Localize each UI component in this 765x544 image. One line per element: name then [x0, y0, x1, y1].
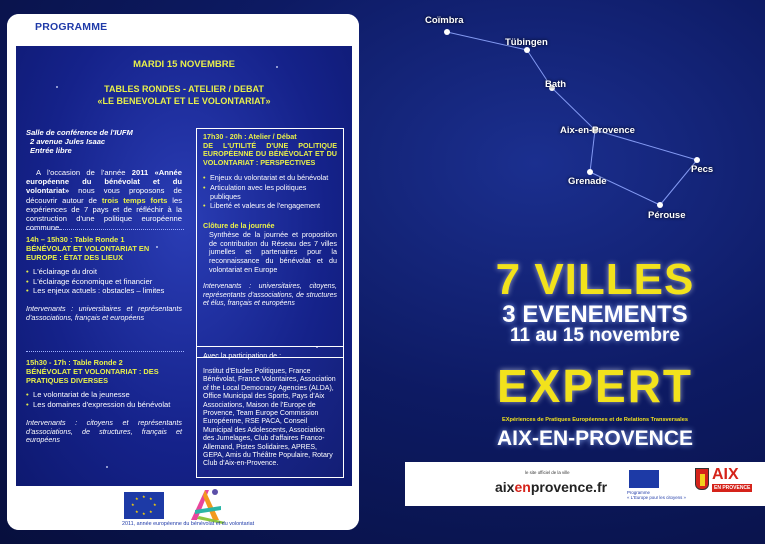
programme-caption — [627, 490, 686, 500]
workshop-topics — [203, 173, 337, 210]
volunteering-year-logo — [185, 486, 231, 526]
headline-city: AIX-EN-PROVENCE — [496, 427, 694, 450]
divider — [26, 229, 184, 230]
city-label: Bath — [545, 79, 567, 90]
venue — [26, 128, 182, 156]
city-label: Aix-en-Provence — [560, 125, 635, 136]
round-2-topics — [26, 390, 182, 408]
headline-events: 3 EVENEMENTS — [502, 301, 688, 328]
city-label: Coïmbra — [425, 15, 464, 26]
round-table-2 — [26, 359, 182, 445]
round-2-speakers: Intervenants : citoyens et représentants d'associations, de structures, français et européens — [26, 417, 182, 445]
round-2-title: BÉNÉVOLAT ET VOLONTARIAT : DES PRATIQUES DIVERSES — [26, 366, 159, 385]
programme-header: PROGRAMME — [7, 14, 359, 46]
expert-title: EXPERT — [496, 360, 694, 412]
caption-line: « L'Europe pour les citoyens » — [627, 495, 686, 500]
city-label: Pecs — [691, 164, 714, 175]
star-perouse — [657, 202, 663, 208]
city-label: Tübingen — [505, 37, 548, 48]
intro-highlight: 2011 «Année européenne du bénévolat et du volontariat» — [26, 168, 182, 196]
workshop-speakers: Intervenants : universitaires, citoyens, représentants d'associations, de structures et élus, français et européens — [203, 282, 337, 308]
aix-logo — [695, 466, 751, 504]
closing-title: Clôture de la journée — [203, 221, 275, 231]
aix-logo-sub: EN PROVENCE — [714, 485, 751, 491]
list-item: • Le volontariat de la jeunesse — [26, 390, 182, 399]
workshop-time: 17h30 - 20h : Atelier / Débat — [203, 132, 297, 141]
round-1-time: 14h – 15h30 : Table Ronde 1 — [26, 235, 125, 244]
headline-cities: 7 VILLES — [495, 255, 695, 304]
footer-caption: 2011, année européenne du bénévolat et du volontariat — [122, 521, 255, 527]
headline-dates: 11 au 15 novembre — [509, 325, 681, 346]
workshop-box — [196, 128, 344, 358]
partners-list: Institut d'Etudes Politiques, France Bénévolat, France Volontaires, Association of the Local Democracy Agencies (ALDA), Office Municipal des Sports, Pays d'Aix Associations, Maison de l'Europe de Provence, Team Europe Commission Européenne, RSE PACA, Conseil Municipal des Adolescents, Association des Jumelages, Club d'affaires Franco-Allemand, Pistes Solidaires, APRES, GEPA, Amis du Théâtre Populaire, Rotary Club d'Aix-en-Provence. — [203, 368, 336, 468]
intro-text: les expériences de 7 pays et de réfléchir à la construction d'une politique européenne commune. — [26, 195, 182, 233]
event-title: TABLES RONDES - ATELIER / DEBAT — [104, 84, 264, 94]
star-coimbra — [444, 29, 450, 35]
list-item: • Les domaines d'expression du bénévolat — [26, 400, 182, 409]
expert-subtitle: EXpériences de Pratiques Européennes et de Relations Transversales — [502, 417, 688, 423]
intro-highlight: trois temps forts — [101, 195, 168, 205]
intro-text: A l'occasion de l'année — [36, 168, 132, 177]
intro-paragraph — [26, 168, 182, 232]
venue-entry: Entrée libre — [30, 146, 72, 156]
eu-flag-icon: ★ ★ ★ ★ ★ ★ ★ ★ — [124, 492, 164, 519]
divider — [26, 351, 184, 352]
event-date: MARDI 15 NOVEMBRE — [133, 59, 235, 70]
programme-footer — [7, 486, 359, 530]
eu-flag-icon — [629, 470, 659, 488]
workshop-title: DE L'UTILITÉ D'UNE POLITIQUE EUROPÉENNE DU BÉNÉVOLAT ET DU VOLONTARIAT : PERSPECTIVES — [203, 140, 337, 167]
sponsor-banner — [405, 462, 765, 506]
list-item: • L'éclairage économique et financier — [26, 277, 182, 286]
url-part: aix — [495, 479, 515, 495]
city-label: Pérouse — [648, 210, 686, 221]
star-grenade — [587, 169, 593, 175]
official-site-label: le site officiel de la ville — [525, 470, 570, 475]
star-pecs — [694, 157, 700, 163]
round-1-speakers: Intervenants : universitaires et représentants d'associations, français et européens — [26, 304, 182, 322]
venue-name: Salle de conférence de l'IUFM — [26, 128, 133, 137]
round-table-1 — [26, 236, 182, 323]
round-2-time: 15h30 - 17h : Table Ronde 2 — [26, 358, 123, 367]
url-part: provence.fr — [530, 479, 608, 495]
closing-text: Synthèse de la journée et proposition de contribution du Réseau des 7 villes jumelles et partenaires pour la reconnaissance du bénévolat et du volontariat en Europe — [209, 229, 337, 274]
city-label: Grenade — [568, 176, 607, 187]
aix-logo-word: AIX — [712, 466, 739, 483]
programme-panel — [7, 14, 359, 530]
list-item: • Les enjeux actuels : obstacles – limites — [26, 286, 182, 295]
cities-constellation — [405, 0, 765, 240]
event-subtitle: «LE BENEVOLAT ET LE VOLONTARIAT» — [97, 96, 271, 106]
venue-address: 2 avenue Jules Isaac — [30, 137, 106, 147]
list-item: • Articulation avec les politiques publiques — [203, 183, 337, 201]
round-1-topics — [26, 267, 182, 295]
intro-text: nous vous proposons de découvrir autour de — [26, 186, 182, 205]
site-url-link[interactable] — [495, 479, 607, 495]
list-item: • Liberté et valeurs de l'engagement — [203, 201, 337, 210]
caption-line: Programme — [627, 490, 650, 495]
partners-heading: Avec la participation de : — [203, 351, 282, 360]
list-item: • L'éclairage du droit — [26, 267, 182, 276]
round-1-title: BÉNÉVOLAT ET VOLONTARIAT EN EUROPE : ÉTAT DES LIEUX — [26, 243, 150, 262]
url-part: en — [514, 479, 531, 495]
list-item: • Enjeux du volontariat et du bénévolat — [203, 173, 337, 182]
programme-body — [16, 46, 352, 486]
partners-box — [196, 346, 344, 478]
aix-shield-icon — [695, 468, 709, 490]
